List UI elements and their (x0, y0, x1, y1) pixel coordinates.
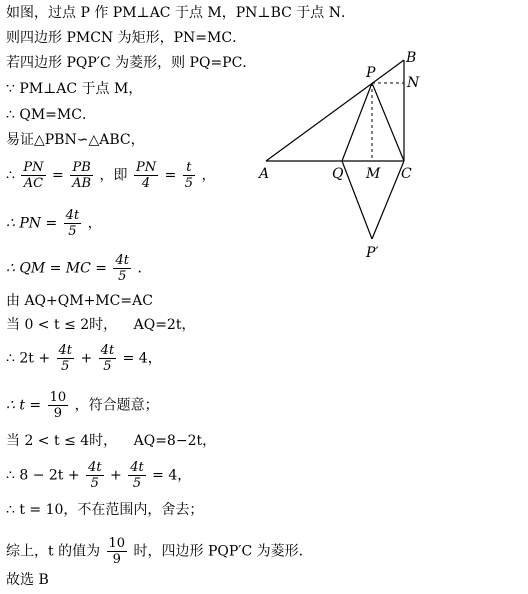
case-condition: 当 2 < t ≤ 4时， (6, 433, 118, 449)
geometry-figure (248, 46, 428, 266)
equation-end: = 4， (152, 467, 192, 484)
line-1: 如图，过点 P 作 PM⊥AC 于点 M，PN⊥BC 于点 N． (6, 5, 355, 21)
label-p-prime: P′ (366, 245, 379, 261)
fraction-4t-5: $\frac{4t}{5}$ (115, 253, 129, 284)
line-9 (6, 253, 151, 284)
case-expression: AQ=8−2t， (133, 433, 217, 449)
line-13 (6, 390, 159, 421)
label-a: A (259, 166, 270, 182)
punctuation: ， (87, 215, 102, 232)
fraction-4t-5: $\frac{4t}{5}$ (88, 460, 102, 491)
label-p: P (366, 65, 376, 81)
punctuation: ． (137, 260, 152, 277)
fraction-4t-5: $\frac{4t}{5}$ (130, 460, 144, 491)
punctuation: ， (201, 167, 216, 184)
equation-start: ∴ 2t + (6, 350, 51, 367)
qm-mc-equals: ∴ QM = MC = (6, 260, 108, 277)
line-16: ∴ t = 10，不在范围内，舍去； (6, 502, 204, 518)
case-condition: 当 0 < t ≤ 2时， (6, 317, 118, 333)
equals-sign: = (164, 167, 177, 184)
line-4: ∵ PM⊥AC 于点 M， (6, 81, 143, 97)
fraction-pb-ab: $\frac{PB}{AB}$ (72, 160, 92, 191)
summary-start: 综上，t 的值为 (6, 543, 101, 560)
case-expression: AQ=2t， (133, 317, 196, 333)
line-8 (6, 208, 102, 239)
t-equals: ∴ t = (6, 397, 42, 414)
connector-text: ，即 (99, 167, 128, 184)
line-15 (6, 460, 191, 491)
label-q: Q (332, 166, 344, 182)
summary-end: 时，四边形 PQP′C 为菱形. (133, 543, 304, 560)
fraction-4t-5: $\frac{4t}{5}$ (65, 208, 80, 239)
fraction-10-9: $\frac{10}{9}$ (49, 390, 67, 421)
line-6: 易证△PBN∽△ABC， (6, 132, 145, 148)
fraction-4t-5: $\frac{4t}{5}$ (100, 343, 115, 374)
line-11 (6, 316, 195, 334)
line-14 (6, 432, 216, 450)
fraction-4t-5: $\frac{4t}{5}$ (58, 343, 73, 374)
fraction-t-5: $\frac{t}{5}$ (184, 160, 194, 191)
equals-sign: = (51, 167, 64, 184)
line-17 (6, 536, 303, 567)
pn-equals: ∴ PN = (6, 215, 58, 232)
line-5: ∴ QM=MC． (6, 107, 96, 123)
line-10: 由 AQ+QM+MC=AC (6, 293, 153, 309)
label-n: N (407, 75, 420, 91)
line-12 (6, 343, 162, 374)
fraction-pn-4: $\frac{PN}{4}$ (136, 160, 157, 191)
plus-sign: + (110, 467, 122, 484)
therefore-symbol: ∴ (6, 167, 15, 184)
line-3: 若四边形 PQP′C 为菱形，则 PQ=PC． (6, 55, 257, 71)
label-b: B (406, 50, 417, 66)
fraction-10-9: $\frac{10}{9}$ (108, 536, 126, 567)
fraction-pn-ac: $\frac{PN}{AC}$ (23, 160, 44, 191)
line-18: 故选 B (6, 572, 49, 588)
segment-pc (372, 83, 404, 161)
line-2: 则四边形 PMCN 为矩形，PN=MC． (6, 30, 247, 46)
label-m: M (366, 166, 381, 182)
equation-start: ∴ 8 − 2t + (6, 467, 80, 484)
plus-sign: + (80, 350, 93, 367)
conclusion-text: ，符合题意； (74, 397, 159, 414)
line-7 (6, 160, 216, 191)
equation-end: = 4， (122, 350, 162, 367)
label-c: C (401, 166, 412, 182)
